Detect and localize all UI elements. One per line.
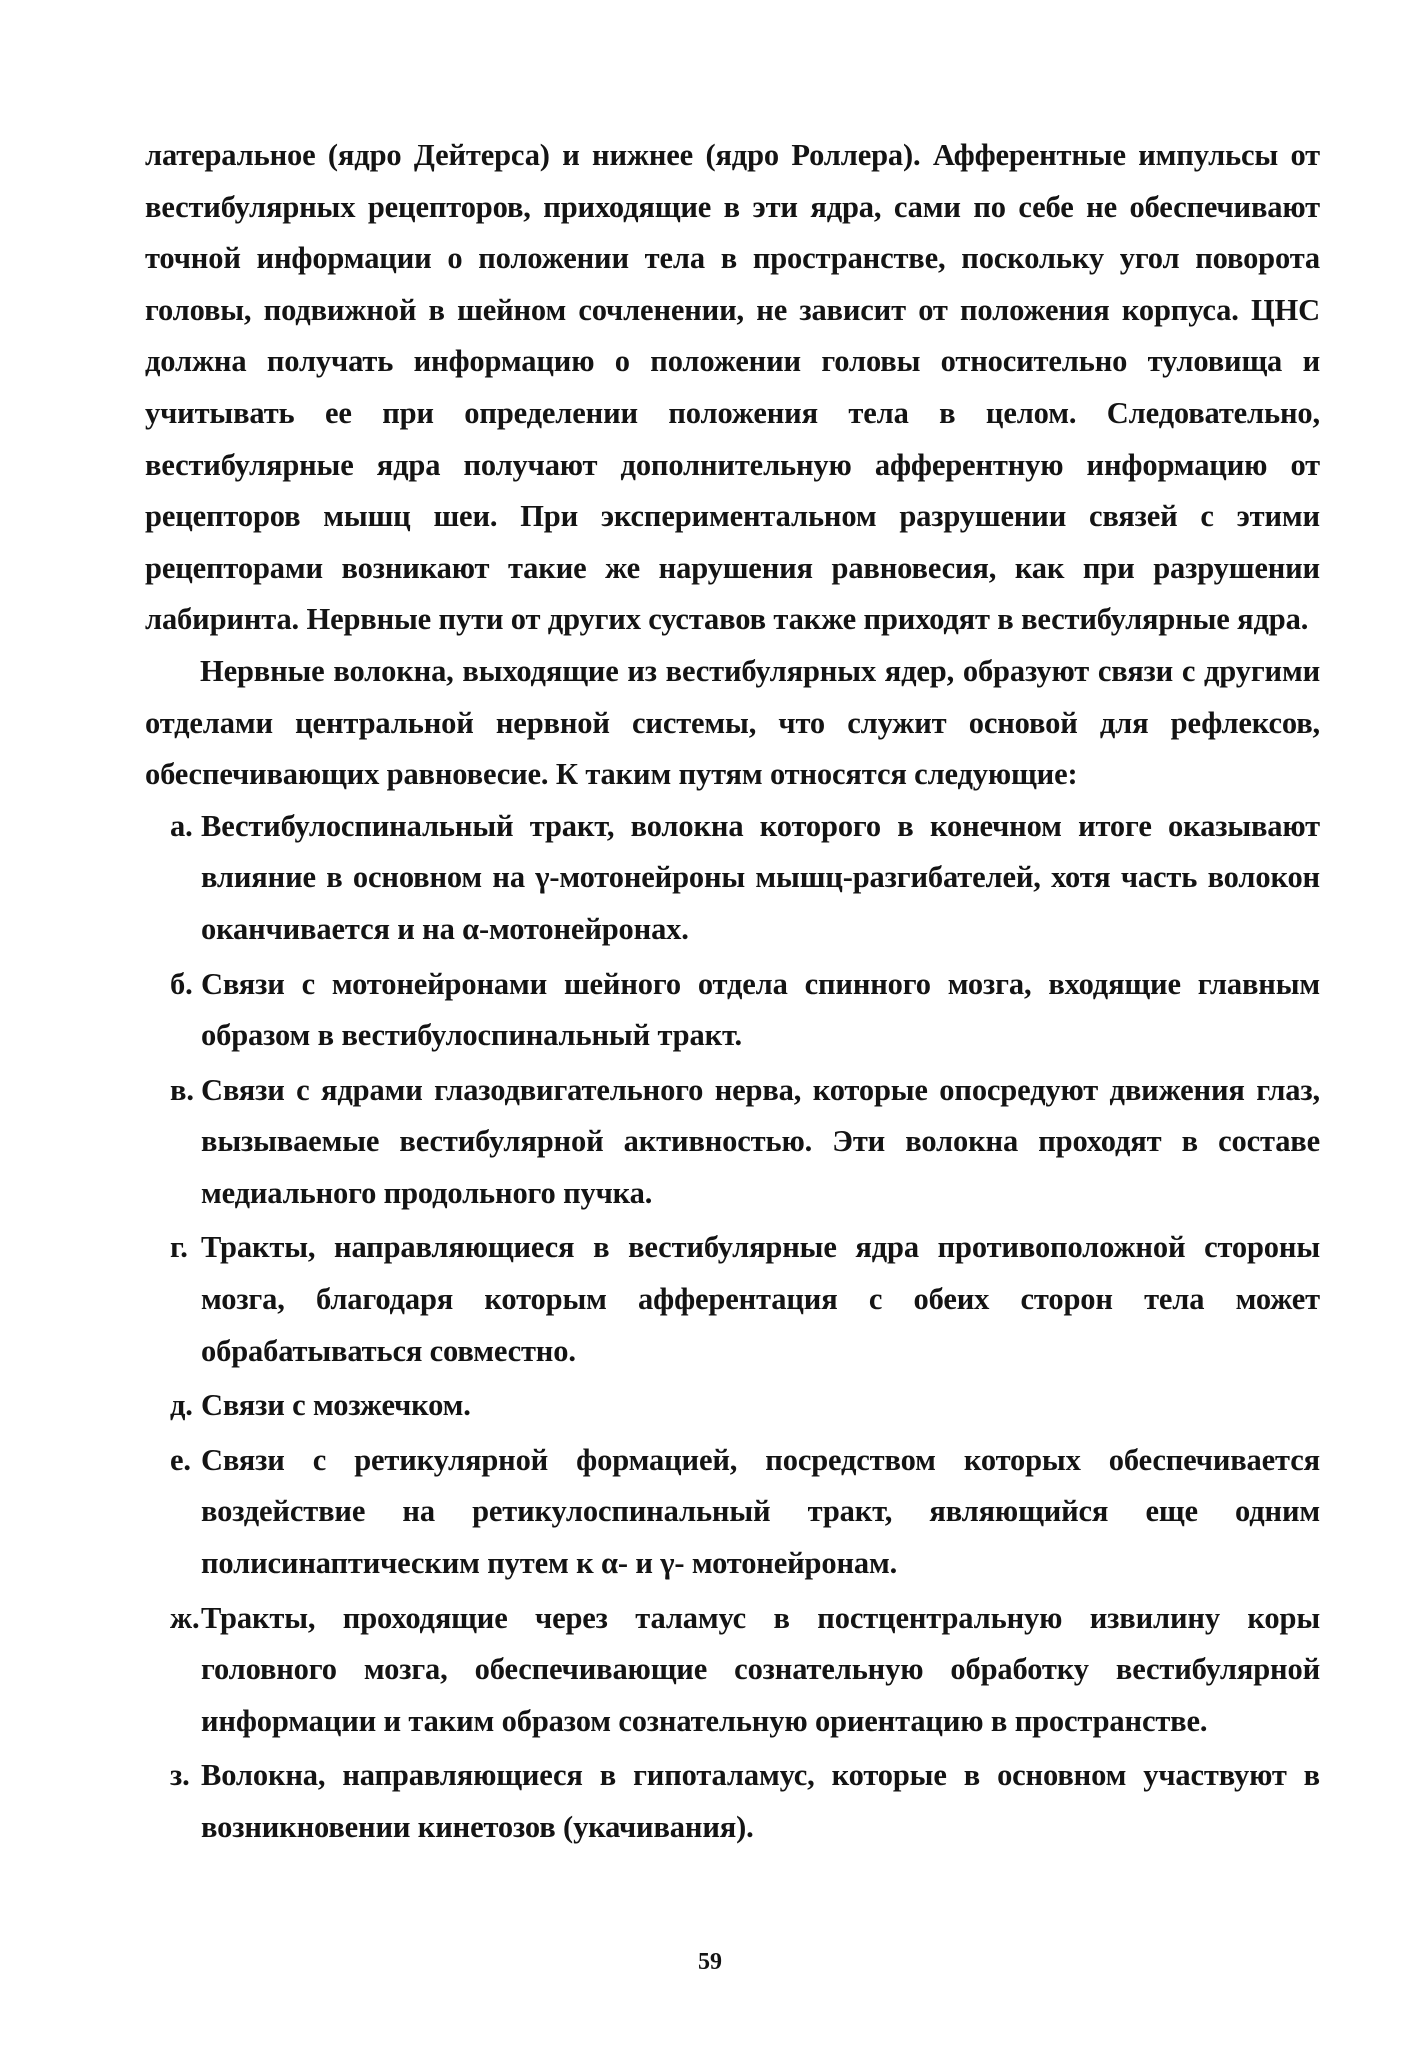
list-marker: в. xyxy=(170,1072,194,1107)
list-item-text: Вестибулоспинальный тракт, волокна которого в конечном итоге оказывают влияние в основном на γ-мотонейроны мышц-разгибателей, хотя часть волокон оканчивается и на α-мотонейронах. xyxy=(201,808,1320,946)
list-item xyxy=(145,801,1320,956)
list-item xyxy=(145,1380,1320,1432)
list-marker: з. xyxy=(170,1758,190,1793)
list-item xyxy=(145,1065,1320,1220)
page-body xyxy=(145,130,1320,1857)
list-item-text: Тракты, проходящие через таламус в постцентральную извилину коры головного мозга, обеспечивающие сознательную обработку вестибулярной информации и таким образом сознательную ориентацию в пространстве. xyxy=(201,1600,1320,1738)
list-item-text: Связи с ядрами глазодвигательного нерва, которые опосредуют движения глаз, вызываемые вестибулярной активностью. Эти волокна проходят в составе медиального продольного пучка. xyxy=(201,1072,1320,1210)
paragraph-continuation: латеральное (ядро Дейтерса) и нижнее (ядро Роллера). Афферентные импульсы от вестибулярных рецепторов, приходящие в эти ядра, сами по себе не обеспечивают точной информации о положении тела в пространстве, поскольку угол поворота головы, подвижной в шейном сочленении, не зависит от положения корпуса. ЦНС должна получать информацию о положении головы относительно туловища и учитывать ее при определении положения тела в целом. Следовательно, вестибулярные ядра получают дополнительную афферентную информацию от рецепторов мышц шеи. При экспериментальном разрушении связей с этими рецепторами возникают такие же нарушения равновесия, как при разрушении лабиринта. Нервные пути от других суставов также приходят в вестибулярные ядра. xyxy=(145,138,1320,637)
list-marker: а. xyxy=(170,808,193,843)
list-item-text: Связи с мозжечком. xyxy=(201,1388,471,1423)
list-item-text: Связи с ретикулярной формацией, посредством которых обеспечивается воздействие на ретикулоспинальный тракт, являющийся еще одним полисинаптическим путем к α- и γ- мотонейронам. xyxy=(201,1442,1320,1581)
list-marker: ж. xyxy=(170,1600,200,1635)
list-item-text: Тракты, направляющиеся в вестибулярные ядра противоположной стороны мозга, благодаря которым афферентация с обеих сторон тела может обрабатываться совместно. xyxy=(201,1230,1320,1368)
list-marker: д. xyxy=(170,1388,193,1423)
list-marker: б. xyxy=(170,966,193,1001)
list-marker: е. xyxy=(170,1442,191,1477)
list-item xyxy=(145,1435,1320,1590)
list-item-text: Волокна, направляющиеся в гипоталамус, которые в основном участвуют в возникновении кинетозов (укачивания). xyxy=(201,1758,1320,1844)
list-item-text: Связи с мотонейронами шейного отдела спинного мозга, входящие главным образом в вестибулоспинальный тракт. xyxy=(201,966,1320,1053)
list-item xyxy=(145,1750,1320,1853)
list-marker: г. xyxy=(170,1230,188,1265)
page-number: 59 xyxy=(698,1949,722,1975)
list-item xyxy=(145,959,1320,1062)
list-item xyxy=(145,1222,1320,1377)
pathways-list xyxy=(145,801,1320,1854)
list-item xyxy=(145,1593,1320,1748)
paragraph-pathways-intro: Нервные волокна, выходящие из вестибулярных ядер, образуют связи с другими отделами центральной нервной системы, что служит основой для рефлексов, обеспечивающих равновесие. К таким путям относятся следующие: xyxy=(145,653,1320,792)
